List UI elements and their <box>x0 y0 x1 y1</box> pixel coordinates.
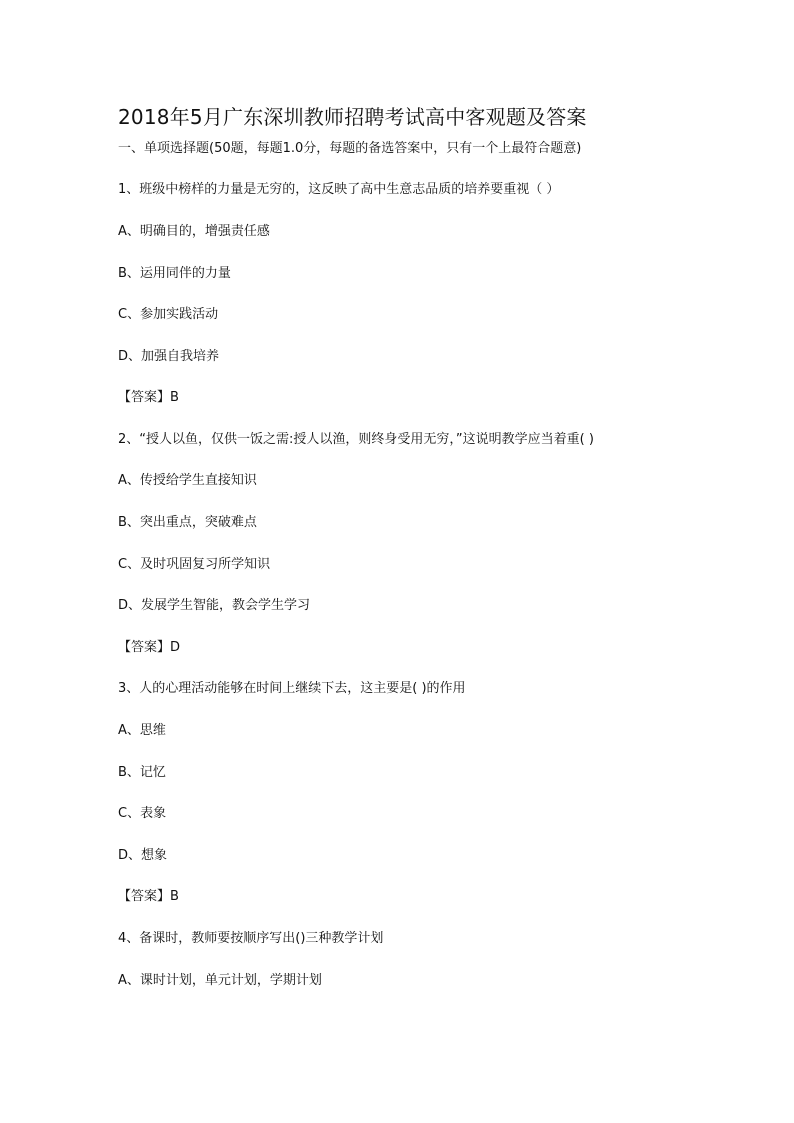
question-stem: 2、“授人以鱼，仅供一饭之需:授人以渔，则终身受用无穷，”这说明教学应当着重( ) <box>118 432 594 447</box>
answer-option: A、明确目的，增强责任感 <box>118 224 270 239</box>
document-title: 2018年5月广东深圳教师招聘考试高中客观题及答案 <box>118 105 587 129</box>
answer-key: 【答案】B <box>118 390 179 405</box>
question-stem: 3、人的心理活动能够在时间上继续下去，这主要是( )的作用 <box>118 681 466 696</box>
answer-option: C、表象 <box>118 806 167 821</box>
answer-key: 【答案】B <box>118 889 179 904</box>
question-stem: 1、班级中榜样的力量是无穷的，这反映了高中生意志品质的培养要重视（ ） <box>118 182 560 197</box>
answer-option: B、记忆 <box>118 765 166 780</box>
answer-option: B、突出重点，突破难点 <box>118 515 257 530</box>
answer-option: A、传授给学生直接知识 <box>118 473 257 488</box>
answer-option: D、发展学生智能，教会学生学习 <box>118 598 311 613</box>
section-heading: 一、单项选择题(50题，每题1.0分，每题的备选答案中，只有一个上最符合题意) <box>118 141 582 156</box>
answer-option: D、想象 <box>118 848 168 863</box>
answer-option: D、加强自我培养 <box>118 349 220 364</box>
answer-option: B、运用同伴的力量 <box>118 266 231 281</box>
answer-option: A、思维 <box>118 723 166 738</box>
answer-option: A、课时计划，单元计划，学期计划 <box>118 973 322 988</box>
answer-key: 【答案】D <box>118 640 181 655</box>
answer-option: C、及时巩固复习所学知识 <box>118 557 271 572</box>
question-stem: 4、备课时，教师要按顺序写出()三种教学计划 <box>118 931 384 946</box>
answer-option: C、参加实践活动 <box>118 307 219 322</box>
